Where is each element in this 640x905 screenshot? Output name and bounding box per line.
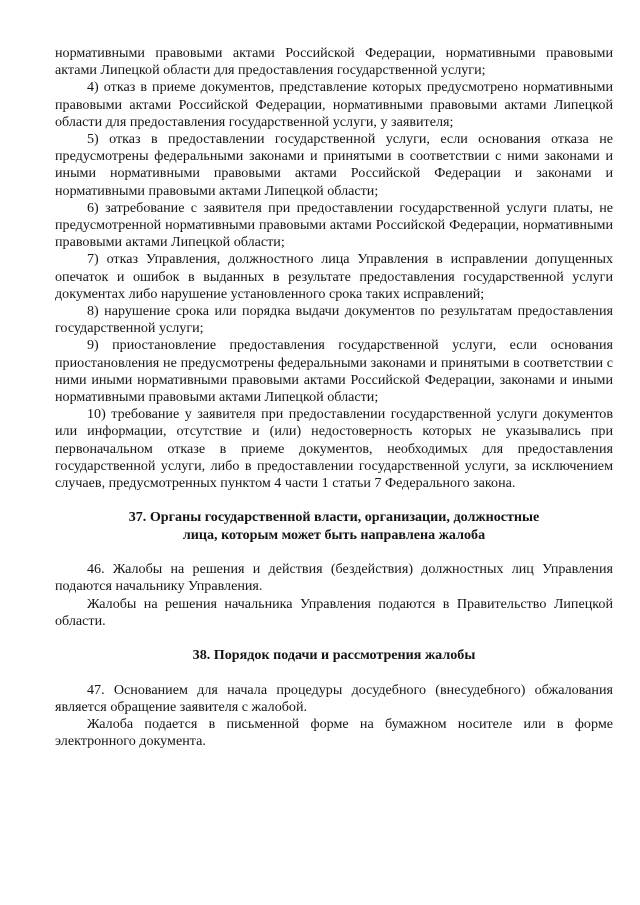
paragraph-46: 46. Жалобы на решения и действия (бездействия) должностных лиц Управления подаются начальнику Управления. xyxy=(55,561,613,595)
paragraph-item-7: 7) отказ Управления, должностного лица Управления в исправлении допущенных опечаток и ошибок в выданных в результате предоставления государственной услуги документах либо нарушение установленного срока таких исправлений; xyxy=(55,251,613,302)
paragraph-47: 47. Основанием для начала процедуры досудебного (внесудебного) обжалования является обращение заявителя с жалобой. xyxy=(55,681,613,715)
paragraph-item-5: 5) отказ в предоставлении государственной услуги, если основания отказа не предусмотрены федеральными законами и принятыми в соответствии с ними законами и иными нормативными правовыми актами Российской Федерации и законами и нормативными правовыми актами Липецкой области; xyxy=(55,131,613,199)
paragraph-46-continued: Жалобы на решения начальника Управления подаются в Правительство Липецкой области. xyxy=(55,595,613,629)
section-38-heading: 38. Порядок подачи и рассмотрения жалобы xyxy=(192,647,476,664)
paragraph-item-8: 8) нарушение срока или порядка выдачи документов по результатам предоставления государственной услуги; xyxy=(55,303,613,337)
section-37-heading-line-2: лица, которым может быть направлена жалоба xyxy=(182,526,486,543)
paragraph-continuation: нормативными правовыми актами Российской Федерации, нормативными правовыми актами Липецкой области для предоставления государственной услуги; xyxy=(55,45,613,79)
section-37-heading xyxy=(55,509,613,544)
paragraph-item-6: 6) затребование с заявителя при предоставлении государственной услуги платы, не предусмотренной нормативными правовыми актами Российской Федерации, нормативными правовыми актами Липецкой области; xyxy=(55,199,613,251)
paragraph-item-4: 4) отказ в приеме документов, представление которых предусмотрено нормативными правовыми актами Российской Федерации, нормативными правовыми актами Липецкой области для предоставления государственной услуги, у заявителя; xyxy=(55,79,613,130)
paragraph-47-continued: Жалоба подается в письменной форме на бумажном носителе или в форме электронного документа. xyxy=(55,716,613,750)
paragraph-item-10: 10) требование у заявителя при предоставлении государственной услуги документов или информации, отсутствие и (или) недостоверность которых не указывались при первоначальном отказе в приеме документов, необходимых для предоставления государственной услуги, либо в предоставлении государственной услуги, за исключением случаев, предусмотренных пунктом 4 части 1 статьи 7 Федерального закона. xyxy=(55,406,613,492)
section-37-heading-line-1: 37. Органы государственной власти, организации, должностные xyxy=(128,509,540,526)
paragraph-item-9: 9) приостановление предоставления государственной услуги, если основания приостановления не предусмотрены федеральными законами и принятыми в соответствии с ними иными нормативными правовыми актами Российской Федерации, законами и иными нормативными правовыми актами Липецкой области; xyxy=(55,337,613,406)
